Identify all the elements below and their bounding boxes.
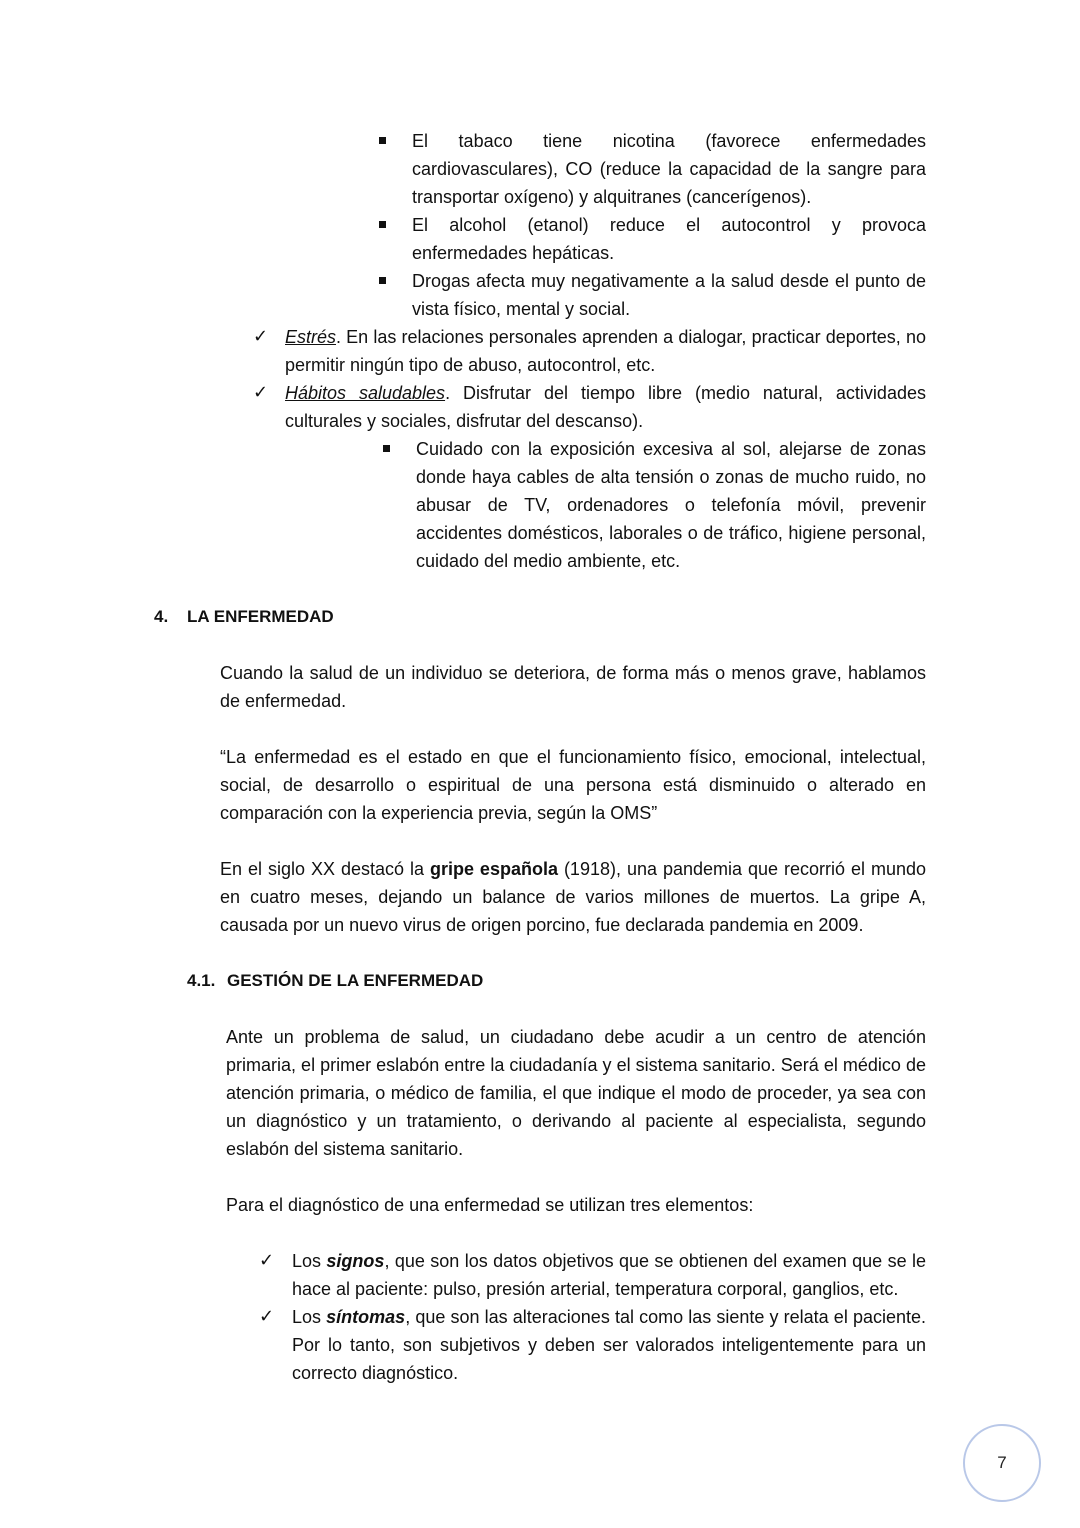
section-4-1-paragraph-2: Para el diagnóstico de una enfermedad se utilizan tres elementos: [226,1195,754,1215]
section-4-number: 4. [154,607,169,626]
section-4-paragraph-1: Cuando la salud de un individuo se deteriora, de forma más o menos grave, hablamos de enfermedad. [220,663,926,711]
term-signos: signos [326,1251,385,1271]
square-bullet-icon [383,445,390,452]
square-bullet-icon [379,137,386,144]
square-bullet-icon [379,221,386,228]
bullet-alcohol: El alcohol (etanol) reduce el autocontrol y provoca enfermedades hepáticas. [412,215,926,263]
checkmark-icon: ✓ [259,1306,275,1327]
item-sintomas-text: , que son las alteraciones tal como las siente y relata el paciente. Por lo tanto, son subjetivos y deben ser valorados inteligentemente para un correcto diagnóstico. [292,1307,926,1383]
item-sintomas [292,1303,926,1387]
item-signos [292,1247,926,1303]
section-4-1-paragraph-1: Ante un problema de salud, un ciudadano debe acudir a un centro de atención primaria, el primer eslabón entre la ciudadanía y el sistema sanitario. Será el médico de atención primaria, o médico de familia, el que indique el modo de proceder, ya sea con un diagnóstico y un tratamiento, o derivando al paciente al especialista, segundo eslabón del sistema sanitario. [226,1027,926,1159]
square-bullet-icon [379,277,386,284]
section-4-heading [154,603,754,631]
page-number-circle [963,1424,1041,1502]
item-signos-text: , que son los datos objetivos que se obtienen del examen que se le hace al paciente: pulso, presión arterial, temperatura corporal, ganglios, etc. [292,1251,926,1299]
term-habitos-saludables: Hábitos saludables [285,383,446,403]
section-4-1-title: GESTIÓN DE LA ENFERMEDAD [227,971,484,990]
page-number: 7 [997,1453,1007,1472]
term-gripe-espanola: gripe española [429,859,558,879]
section-4-1-heading [187,967,787,995]
check-habitos-text: . Disfrutar del tiempo libre (medio natural, actividades culturales y sociales, disfrutar del descanso). [285,383,926,431]
section-4-1-number: 4.1. [187,971,216,990]
checkmark-icon: ✓ [253,326,269,347]
item-signos-pre: Los [292,1251,327,1271]
bullet-drogas: Drogas afecta muy negativamente a la salud desde el punto de vista físico, mental y social. [412,271,926,319]
check-estres-text: . En las relaciones personales aprenden a dialogar, practicar deportes, no permitir ningún tipo de abuso, autocontrol, etc. [285,327,926,375]
check-estres [285,323,926,379]
section-4-title: LA ENFERMEDAD [187,607,334,626]
p3-start: En el siglo XX destacó la [220,859,430,879]
term-sintomas: síntomas [326,1307,406,1327]
checkmark-icon: ✓ [259,1250,275,1271]
p3-end: (1918), una pandemia que recorrió el mundo en cuatro meses, dejando un balance de varios millones de muertos. La gripe A, causada por un nuevo virus de origen porcino, fue declarada pandemia en 2009. [220,859,926,935]
item-sintomas-pre: Los [292,1307,327,1327]
bullet-tabaco: El tabaco tiene nicotina (favorece enfermedades cardiovasculares), CO (reduce la capacidad de la sangre para transportar oxígeno) y alquitranes (cancerígenos). [412,131,926,207]
checkmark-icon: ✓ [253,382,269,403]
section-4-paragraph-3 [220,855,926,939]
bullet-cuidado: Cuidado con la exposición excesiva al sol, alejarse de zonas donde haya cables de alta tensión o zonas de mucho ruido, no abusar de TV, ordenadores o telefonía móvil, prevenir accidentes domésticos, laborales o de tráfico, higiene personal, cuidado del medio ambiente, etc. [416,439,926,571]
section-4-oms-quote: “La enfermedad es el estado en que el funcionamiento físico, emocional, intelectual, social, de desarrollo o espiritual de una persona está disminuido o alterado en comparación con la experiencia previa, según la OMS” [220,747,926,823]
term-estres: Estrés [285,327,337,347]
check-habitos [285,379,926,435]
